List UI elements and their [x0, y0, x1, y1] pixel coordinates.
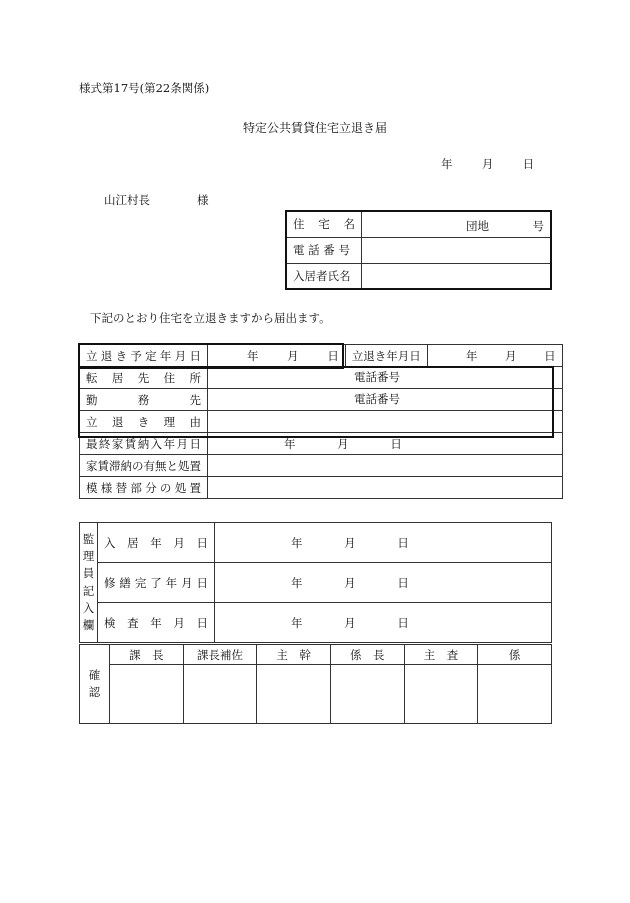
workplace-phone-label: 電話番号 — [354, 392, 400, 406]
seal-unit-chief[interactable] — [330, 665, 404, 724]
applicant-table — [285, 210, 552, 290]
inspection-date-label: 検査年月日 — [98, 603, 215, 643]
move-in-month: 月 — [344, 535, 356, 550]
reason-field[interactable] — [208, 411, 563, 433]
move-in-date-label: 入居年月日 — [98, 523, 215, 563]
seal-staff[interactable] — [478, 665, 552, 724]
resident-name-field[interactable] — [362, 263, 552, 289]
repair-date-field[interactable] — [215, 563, 552, 603]
details-table — [79, 344, 563, 499]
page-title: 特定公共賃貸住宅立退き届 — [242, 121, 387, 135]
seal-director[interactable] — [257, 665, 331, 724]
residence-value-2: 号 — [532, 219, 544, 233]
date-year: 年 — [441, 157, 453, 171]
inspection-year: 年 — [291, 615, 303, 630]
workplace-label: 勤務先 — [80, 389, 208, 411]
seal-section-chief[interactable] — [110, 665, 184, 724]
new-address-label: 転居先住所 — [80, 367, 208, 389]
inspection-date-field[interactable] — [215, 603, 552, 643]
move-date-label: 立退き年月日 — [345, 345, 427, 367]
move-in-day: 日 — [397, 535, 409, 550]
date-month: 月 — [481, 157, 494, 171]
move-year: 年 — [465, 348, 478, 363]
last-rent-day: 日 — [390, 436, 402, 451]
new-address-field[interactable] — [208, 367, 563, 389]
col-staff: 係 — [478, 645, 552, 665]
arrears-field[interactable] — [208, 455, 563, 477]
inspection-month: 月 — [344, 615, 356, 630]
last-rent-field[interactable] — [208, 433, 563, 455]
residence-field[interactable] — [362, 211, 552, 237]
date-day: 日 — [522, 157, 535, 171]
move-in-year: 年 — [291, 535, 303, 550]
alteration-field[interactable] — [208, 477, 563, 499]
repair-year: 年 — [291, 575, 303, 590]
col-inspector: 主 査 — [404, 645, 478, 665]
planned-month: 月 — [287, 348, 299, 363]
col-unit-chief: 係 長 — [330, 645, 404, 665]
col-section-chief: 課 長 — [110, 645, 184, 665]
approval-table — [79, 644, 552, 724]
phone-label: 電 話 番 号 — [286, 237, 362, 263]
supervisor-side-label: 監 理 員 記 入 欄 — [80, 523, 98, 643]
move-month: 月 — [504, 348, 517, 363]
arrears-label: 家賃滞納の有無と処置 — [80, 455, 208, 477]
resident-name-label: 入居者氏名 — [286, 263, 362, 289]
planned-date-field[interactable] — [208, 345, 346, 367]
move-in-date-field[interactable] — [215, 523, 552, 563]
repair-date-label: 修繕完了年月日 — [98, 563, 215, 603]
statement: 下記のとおり住宅を立退きますから届出ます。 — [90, 311, 331, 325]
new-address-phone-label: 電話番号 — [354, 370, 400, 384]
addressee-name: 山江村長 — [104, 193, 150, 207]
col-deputy-chief: 課長補佐 — [183, 645, 257, 665]
repair-day: 日 — [397, 575, 409, 590]
planned-date-label: 立退き予定年月日 — [80, 345, 208, 367]
seal-inspector[interactable] — [404, 665, 478, 724]
last-rent-year: 年 — [284, 436, 296, 451]
addressee-honorific: 様 — [197, 193, 209, 207]
repair-month: 月 — [344, 575, 356, 590]
workplace-field[interactable] — [208, 389, 563, 411]
last-rent-month: 月 — [337, 436, 349, 451]
planned-year: 年 — [247, 348, 259, 363]
reason-label: 立退き理由 — [80, 411, 208, 433]
form-number: 様式第17号(第22条関係) — [79, 81, 210, 95]
seal-deputy-chief[interactable] — [183, 665, 257, 724]
move-day: 日 — [544, 348, 556, 363]
approval-side-label: 確 認 — [80, 645, 110, 724]
residence-value-1: 団地 — [466, 219, 489, 233]
inspection-day: 日 — [397, 615, 409, 630]
date-line — [441, 156, 534, 172]
col-director: 主 幹 — [257, 645, 331, 665]
move-date-field[interactable] — [427, 345, 562, 367]
planned-day: 日 — [327, 348, 339, 363]
alteration-label: 模様替部分の処置 — [80, 477, 208, 499]
residence-label: 住 宅 名 — [286, 211, 362, 237]
supervisor-table — [79, 522, 552, 643]
last-rent-label: 最終家賃納入年月日 — [80, 433, 208, 455]
phone-field[interactable] — [362, 237, 552, 263]
